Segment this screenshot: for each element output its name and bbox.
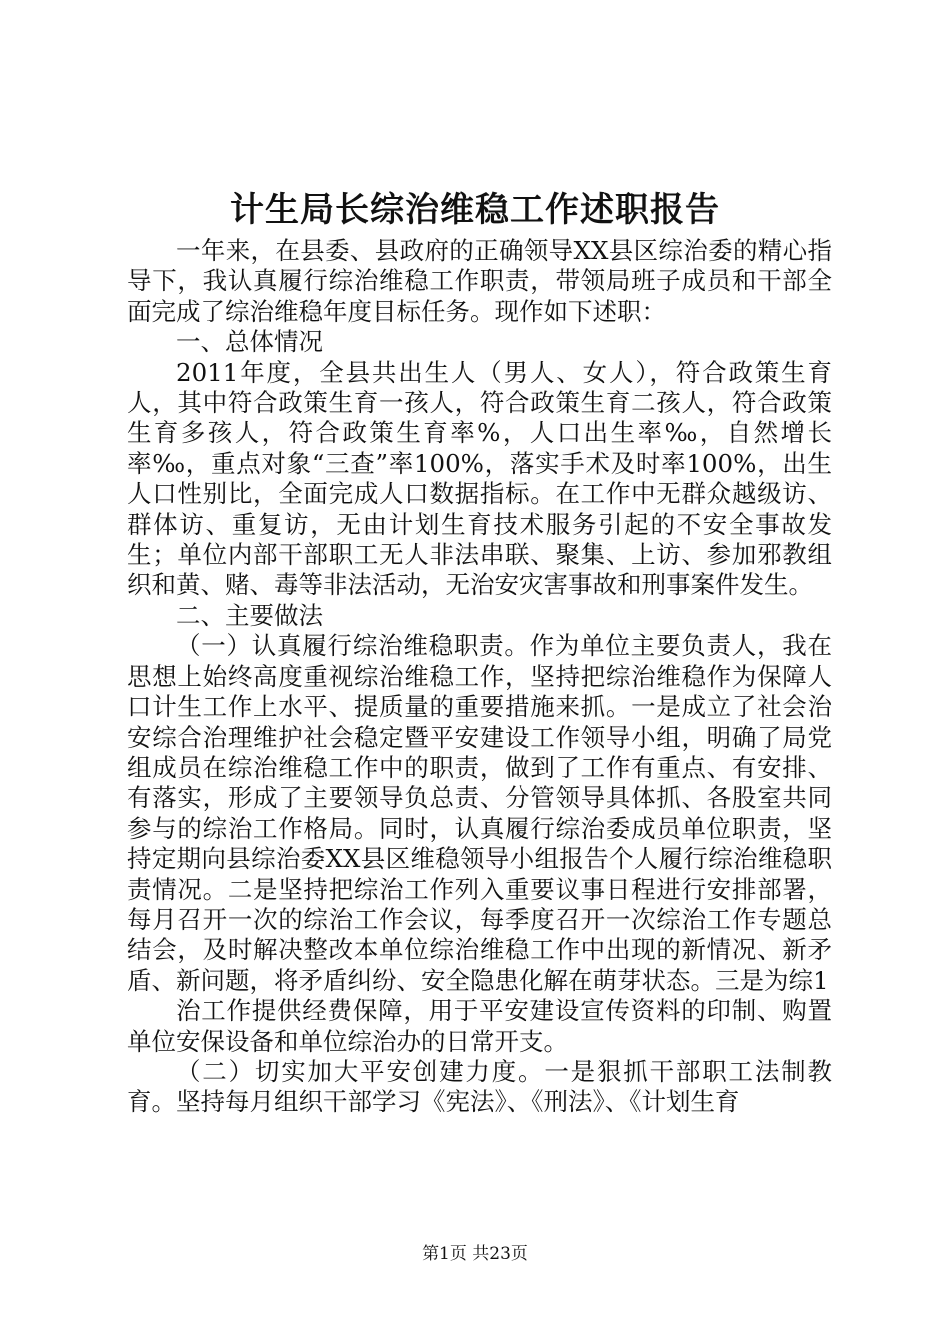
intro-paragraph: 一年来，在县委、县政府的正确领导XX县区综治委的精心指导下，我认真履行综治维稳工作职责，带领局班子成员和干部全面完成了综治维稳年度目标任务。现作如下述职：: [127, 236, 832, 326]
document-body: [127, 236, 832, 1118]
page-footer: 第1页 共23页: [422, 1244, 528, 1264]
methods-paragraph-1: （一）认真履行综治维稳职责。作为单位主要负责人，我在思想上始终高度重视综治维稳工作，坚持把综治维稳作为保障人口计生工作上水平、提质量的重要措施来抓。一是成立了社会治安综合治理维护社会稳定暨平安建设工作领导小组，明确了局党组成员在综治维稳工作中的职责，做到了工作有重点、有安排、有落实，形成了主要领导负总责、分管领导具体抓、各股室共同参与的综治工作格局。同时，认真履行综治委成员单位职责，坚持定期向县综治委XX县区维稳领导小组报告个人履行综治维稳职责情况。二是坚持把综治工作列入重要议事日程进行安排部署，每月召开一次的综治工作会议，每季度召开一次综治工作专题总结会，及时解决整改本单位综治维稳工作中出现的新情况、新矛盾、新问题，将矛盾纠纷、安全隐患化解在萌芽状态。三是为综1: [127, 631, 832, 995]
section-heading-overview: 一、总体情况: [176, 327, 323, 357]
methods-paragraph-2: （二）切实加大平安创建力度。一是狠抓干部职工法制教育。坚持每月组织干部学习《宪法》、《刑法》、《计划生育: [127, 1056, 832, 1117]
overview-paragraph: 2011年度，全县共出生人（男人、女人），符合政策生育人，其中符合政策生育一孩人，符合政策生育二孩人，符合政策生育多孩人，符合政策生育率%，人口出生率‰，自然增长率‰，重点对象“三查”率100%，落实手术及时率100%，出生人口性别比，全面完成人口数据指标。在工作中无群众越级访、群体访、重复访，无由计划生育技术服务引起的不安全事故发生；单位内部干部职工无人非法串联、聚集、上访、参加邪教组织和黄、赌、毒等非法活动，无治安灾害事故和刑事案件发生。: [127, 357, 832, 600]
document-title: 计生局长综治维稳工作述职报告: [230, 190, 720, 230]
section-heading-methods: 二、主要做法: [176, 600, 323, 630]
methods-paragraph-continued: 治工作提供经费保障，用于平安建设宣传资料的印制、购置单位安保设备和单位综治办的日常开支。: [127, 996, 832, 1056]
